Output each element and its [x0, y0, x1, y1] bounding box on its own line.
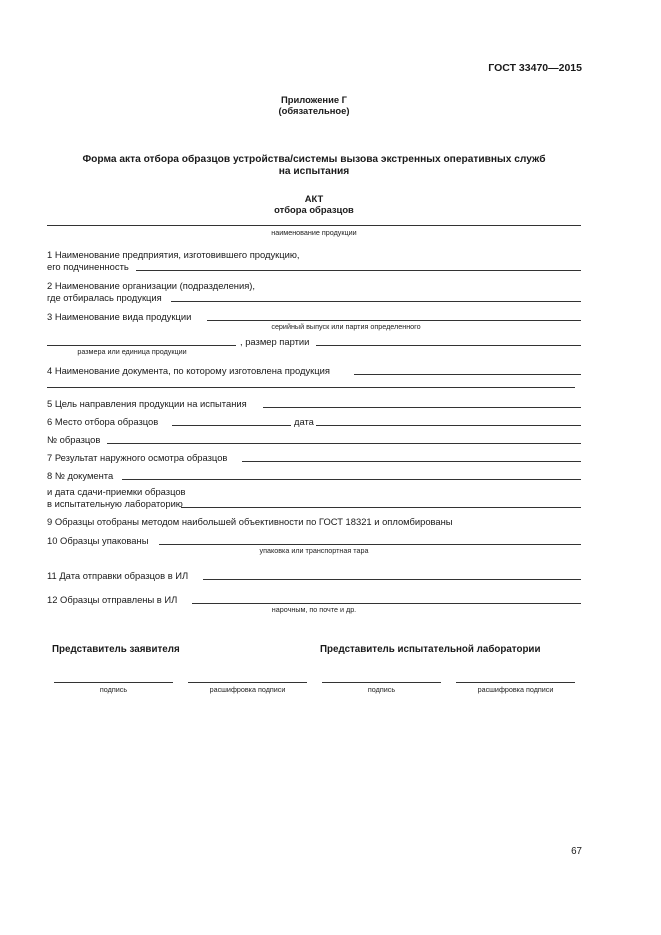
caption-applicant-decryption: расшифровка подписи	[209, 685, 286, 694]
item-1-line[interactable]	[136, 270, 581, 271]
form-title-line2: на испытания	[278, 166, 350, 177]
item-3-batch-label: , размер партии	[240, 336, 310, 347]
product-name-line[interactable]	[47, 225, 581, 226]
item-2-label: 2 Наименование организации (подразделения),	[47, 280, 256, 291]
caption-product-name: наименование продукции	[271, 228, 357, 237]
item-11-line[interactable]	[203, 579, 581, 580]
item-6-date-label: дата	[294, 416, 314, 427]
item-3-batch-line[interactable]	[316, 345, 581, 346]
item-10-line[interactable]	[159, 544, 581, 545]
item-4-label: 4 Наименование документа, по которому изготовлена продукция	[47, 365, 330, 376]
item-2-label-cont: где отбиралась продукция	[47, 292, 162, 303]
item-6-date-line[interactable]	[316, 425, 581, 426]
caption-applicant-signature: подпись	[99, 685, 128, 694]
caption-lab-signature: подпись	[367, 685, 396, 694]
caption-delivery: нарочным, по почте и др.	[271, 605, 357, 614]
item-5-line[interactable]	[263, 407, 581, 408]
item-3-line[interactable]	[207, 320, 581, 321]
item-4-line-2[interactable]	[47, 387, 575, 388]
lab-decryption-line[interactable]	[456, 682, 575, 683]
item-1-label-cont: его подчиненность	[47, 261, 129, 272]
item-6-number-label: № образцов	[47, 434, 101, 445]
item-6-number-line[interactable]	[107, 443, 581, 444]
lab-signature-line[interactable]	[322, 682, 441, 683]
item-2-line[interactable]	[171, 301, 581, 302]
item-10-label: 10 Образцы упакованы	[47, 535, 149, 546]
item-1-label: 1 Наименование предприятия, изготовившего продукцию,	[47, 249, 300, 260]
item-8-line[interactable]	[122, 479, 581, 480]
applicant-decryption-line[interactable]	[188, 682, 307, 683]
applicant-representative: Представитель заявителя	[52, 644, 180, 655]
item-8-label: 8 № документа	[47, 470, 114, 481]
form-title-line1: Форма акта отбора образцов устройства/системы вызова экстренных оперативных служб	[82, 154, 546, 165]
item-12-label: 12 Образцы отправлены в ИЛ	[47, 594, 178, 605]
item-3-size-line[interactable]	[47, 345, 236, 346]
act-title: АКТ	[304, 193, 324, 204]
caption-lab-decryption: расшифровка подписи	[477, 685, 554, 694]
caption-serial: серийный выпуск или партия определенного	[271, 322, 421, 331]
caption-packaging: упаковка или транспортная тара	[259, 546, 369, 555]
act-subtitle: отбора образцов	[274, 204, 354, 215]
standard-number: ГОСТ 33470—2015	[488, 62, 582, 74]
item-9-text: 9 Образцы отобраны методом наибольшей объективности по ГОСТ 18321 и опломбированы	[47, 516, 453, 527]
item-8-label-cont-2: в испытательную лабораторию	[47, 498, 183, 509]
lab-representative: Представитель испытательной лаборатории	[320, 644, 541, 655]
item-6-label: 6 Место отбора образцов	[47, 416, 159, 427]
annex-status: (обязательное)	[278, 105, 350, 116]
item-8-date-line[interactable]	[181, 507, 581, 508]
caption-size-unit: размера или единица продукции	[77, 347, 187, 356]
item-6-place-line[interactable]	[172, 425, 291, 426]
item-11-label: 11 Дата отправки образцов в ИЛ	[47, 570, 189, 581]
item-7-line[interactable]	[242, 461, 581, 462]
item-12-line[interactable]	[192, 603, 581, 604]
item-4-line[interactable]	[354, 374, 581, 375]
applicant-signature-line[interactable]	[54, 682, 173, 683]
item-8-label-cont: и дата сдачи-приемки образцов	[47, 486, 186, 497]
item-5-label: 5 Цель направления продукции на испытания	[47, 398, 247, 409]
item-3-label: 3 Наименование вида продукции	[47, 311, 192, 322]
item-7-label: 7 Результат наружного осмотра образцов	[47, 452, 228, 463]
annex-title: Приложение Г	[281, 94, 347, 105]
page-number: 67	[571, 846, 582, 857]
